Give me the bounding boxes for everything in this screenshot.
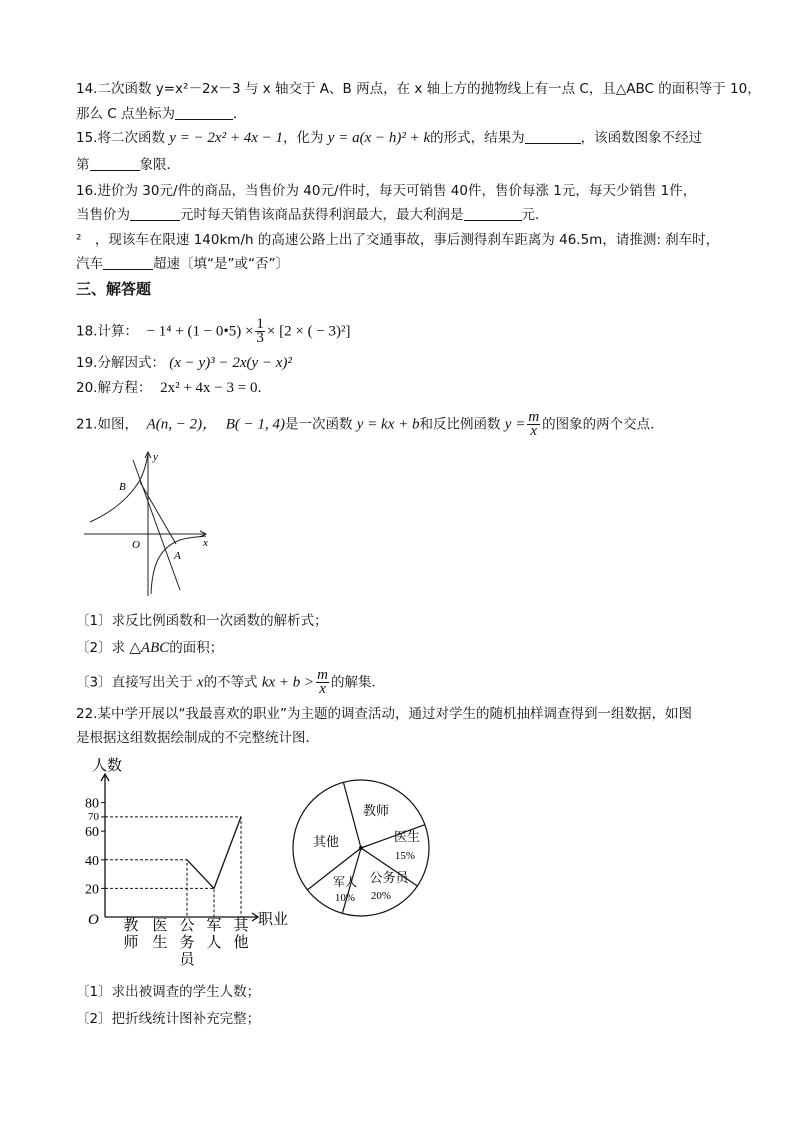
q22-sub1: 〔1〕求出被调查的学生人数； <box>76 984 261 1000</box>
answer-blank <box>103 255 153 270</box>
y-tick-label: 40 <box>85 853 99 869</box>
q20: 20.解方程： 2x² + 4x − 3 = 0． <box>76 380 271 396</box>
label-point-B: B <box>119 481 126 493</box>
q14-line1: 14.二次函数 y=x²－2x－3 与 x 轴交于 A、B 两点，在 x 轴上方的抛物线上有一点 C，且△ABC 的面积等于 10， <box>76 81 761 97</box>
answer-blank <box>90 156 140 171</box>
x-category-label: 他 <box>233 935 249 951</box>
x-category-label: 务 <box>179 935 195 951</box>
answer-blank <box>175 105 233 120</box>
y-tick-label: 60 <box>85 825 99 841</box>
q15-line1: 15.将二次函数 y = − 2x² + 4x − 1，化为 y = a(x − h)² + k的形式，结果为 ，该函数图象不经过 <box>76 130 703 146</box>
pie-label-teacher: 教师 <box>362 803 390 818</box>
q21-sub2: 〔2〕求 △ABC的面积； <box>76 640 224 656</box>
pie-pct-civil-servant: 20% <box>370 890 392 902</box>
q18: 18.计算： − 1⁴ + (1 − 0•5) × $\frac{1}{3}$ × [2 × ( − 3)²] <box>76 316 351 346</box>
y-tick-label: 20 <box>85 882 99 898</box>
pie-pct-soldier: 10% <box>334 892 356 904</box>
q22-line-chart <box>80 752 296 974</box>
q14-line2: 那么 C 点坐标为 ． <box>76 106 247 122</box>
pie-center-dot <box>359 846 363 850</box>
x-category-label: 其 <box>233 918 249 934</box>
x-category-label: 生 <box>152 935 168 951</box>
q21-sub1: 〔1〕求反比例函数和一次函数的解析式； <box>76 613 328 629</box>
pie-label-doctor: 医生 <box>393 829 421 844</box>
label-y: y <box>153 451 158 463</box>
q19: 19.分解因式： (x − y)³ − 2x(y − x)² <box>76 355 292 371</box>
q21-statement: 21.如图， A(n, − 2)， B( − 1, 4)是一次函数 y = kx + b和反比例函数 y = $\frac{m}{x}$ 的图象的两个交点． <box>76 409 664 439</box>
fraction: $\frac{1}{3}$ <box>256 316 264 346</box>
line-through-A-B <box>133 460 180 590</box>
x-category-label: 医 <box>152 918 168 934</box>
x-category-label: 教 <box>123 918 139 934</box>
label-point-A: A <box>174 550 181 562</box>
answer-blank <box>130 206 180 221</box>
label-origin: O <box>132 539 140 551</box>
q22-line1: 22.某中学开展以“我最喜欢的职业”为主题的调查活动，通过对学生的随机抽样调查得到一组数据，如图 <box>76 706 692 722</box>
pie-label-soldier: 军人 <box>332 875 358 889</box>
q21-sub3: 〔3〕直接写出关于 x的不等式 kx + b > $\frac{m}{x}$ 的解集． <box>76 667 386 697</box>
q17-line1: ² ，现该车在限速 140km/h 的高速公路上出了交通事故，事后测得刹车距离为 46.5m，请推测: 刹车时， <box>76 232 720 248</box>
x-category-label: 军 <box>206 918 222 934</box>
label-x: x <box>203 537 208 549</box>
pie-label-other: 其他 <box>312 834 340 849</box>
pie-pct-doctor: 15% <box>394 850 416 862</box>
q22-pie-chart <box>288 775 434 921</box>
y-tick-label: 80 <box>85 796 99 812</box>
q16-line1: 16.进价为 30元/件的商品，当售价为 40元/件时，每天可销售 40件，售价每涨 1元，每天少销售 1件， <box>76 183 697 199</box>
x-category-label: 公 <box>179 918 195 934</box>
chart-ylabel: 人数 <box>92 758 123 774</box>
q22-sub2: 〔2〕把折线统计图补充完整； <box>76 1011 261 1027</box>
x-category-label: 人 <box>206 935 222 951</box>
answer-blank <box>464 206 522 221</box>
pie-label-civil-servant: 公务员 <box>369 870 409 885</box>
section-heading: 三、解答题 <box>76 280 152 298</box>
q21-function-graph <box>80 448 220 598</box>
x-category-label: 师 <box>123 935 139 951</box>
y-tick-label: 70 <box>88 810 99 823</box>
value-guide-line <box>105 817 241 917</box>
q17-line2: 汽车 超速〔填“是”或“否”〕 <box>76 256 289 272</box>
segment-BA <box>140 482 176 544</box>
x-category-label: 员 <box>179 952 195 968</box>
fraction: $\frac{m}{x}$ <box>317 667 329 697</box>
value-guide-line <box>105 888 214 917</box>
q22-line2: 是根据这组数据绘制成的不完整统计图． <box>76 730 319 746</box>
q15-line2: 第 象限． <box>76 157 180 173</box>
answer-blank <box>525 129 581 144</box>
fraction: $\frac{m}{x}$ <box>528 409 540 439</box>
q16-line2: 当售价为 元时每天销售该商品获得利润最大，最大利润是 元． <box>76 207 549 223</box>
series-line <box>187 817 241 889</box>
chart-origin: O <box>88 912 99 928</box>
chart-xlabel: 职业 <box>258 912 289 928</box>
